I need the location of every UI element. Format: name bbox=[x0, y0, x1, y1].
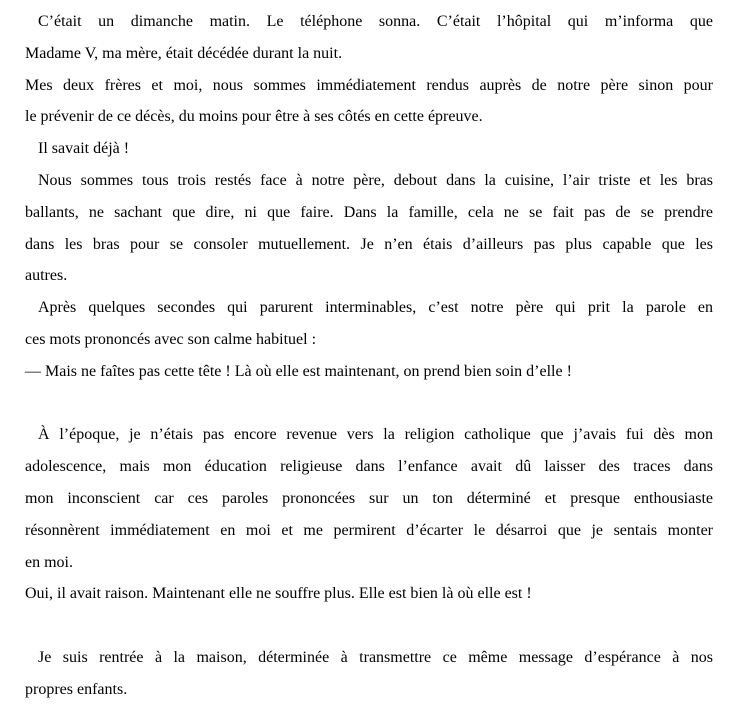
text-line: Oui, il avait raison. Maintenant elle ne souffre plus. Elle est bien là où elle est ! bbox=[25, 585, 532, 603]
text-line: dans les bras pour se consoler mutuellement. Je n’en étais d’ailleurs pas plus capable que les bbox=[25, 235, 713, 253]
text-line: ballants, ne sachant que dire, ni que faire. Dans la famille, cela ne se fait pas de se prendre bbox=[25, 203, 713, 221]
text-line: mon inconscient car ces paroles prononcées sur un ton déterminé et presque enthousiaste bbox=[25, 489, 713, 507]
text-line: Madame V, ma mère, était décédée durant la nuit. bbox=[25, 44, 343, 62]
text-line: Nous sommes tous trois restés face à notre père, debout dans la cuisine, l’air triste et les bras bbox=[38, 171, 713, 189]
document-body bbox=[25, 6, 713, 706]
text-line: Mes deux frères et moi, nous sommes immédiatement rendus auprès de notre père sinon pour bbox=[25, 76, 713, 94]
text-line: Après quelques secondes qui parurent interminables, c’est notre père qui prit la parole en bbox=[38, 299, 713, 317]
text-line: Il savait déjà ! bbox=[38, 140, 130, 158]
text-line: adolescence, mais mon éducation religieuse dans l’enfance avait dû laisser des traces dans bbox=[25, 458, 713, 476]
text-line: À l’époque, je n’étais pas encore revenue vers la religion catholique que j’avais fui dès mon bbox=[38, 426, 713, 444]
text-line: en moi. bbox=[25, 553, 73, 571]
text-line: le prévenir de ce décès, du moins pour être à ses côtés en cette épreuve. bbox=[25, 108, 483, 126]
text-line: C’était un dimanche matin. Le téléphone sonna. C’était l’hôpital qui m’informa que bbox=[38, 13, 713, 30]
text-line: propres enfants. bbox=[25, 680, 128, 698]
text-line: autres. bbox=[25, 267, 68, 285]
text-line: — Mais ne faîtes pas cette tête ! Là où elle est maintenant, on prend bien soin d’elle ! bbox=[25, 362, 572, 380]
text-line: Je suis rentrée à la maison, déterminée à transmettre ce même message d’espérance à nos bbox=[38, 648, 713, 666]
text-line: ces mots prononcés avec son calme habituel : bbox=[25, 330, 317, 348]
blank-line bbox=[25, 610, 713, 642]
text-line: résonnèrent immédiatement en moi et me permirent d’écarter le désarroi que je sentais monter bbox=[25, 521, 713, 539]
blank-line bbox=[25, 388, 713, 420]
